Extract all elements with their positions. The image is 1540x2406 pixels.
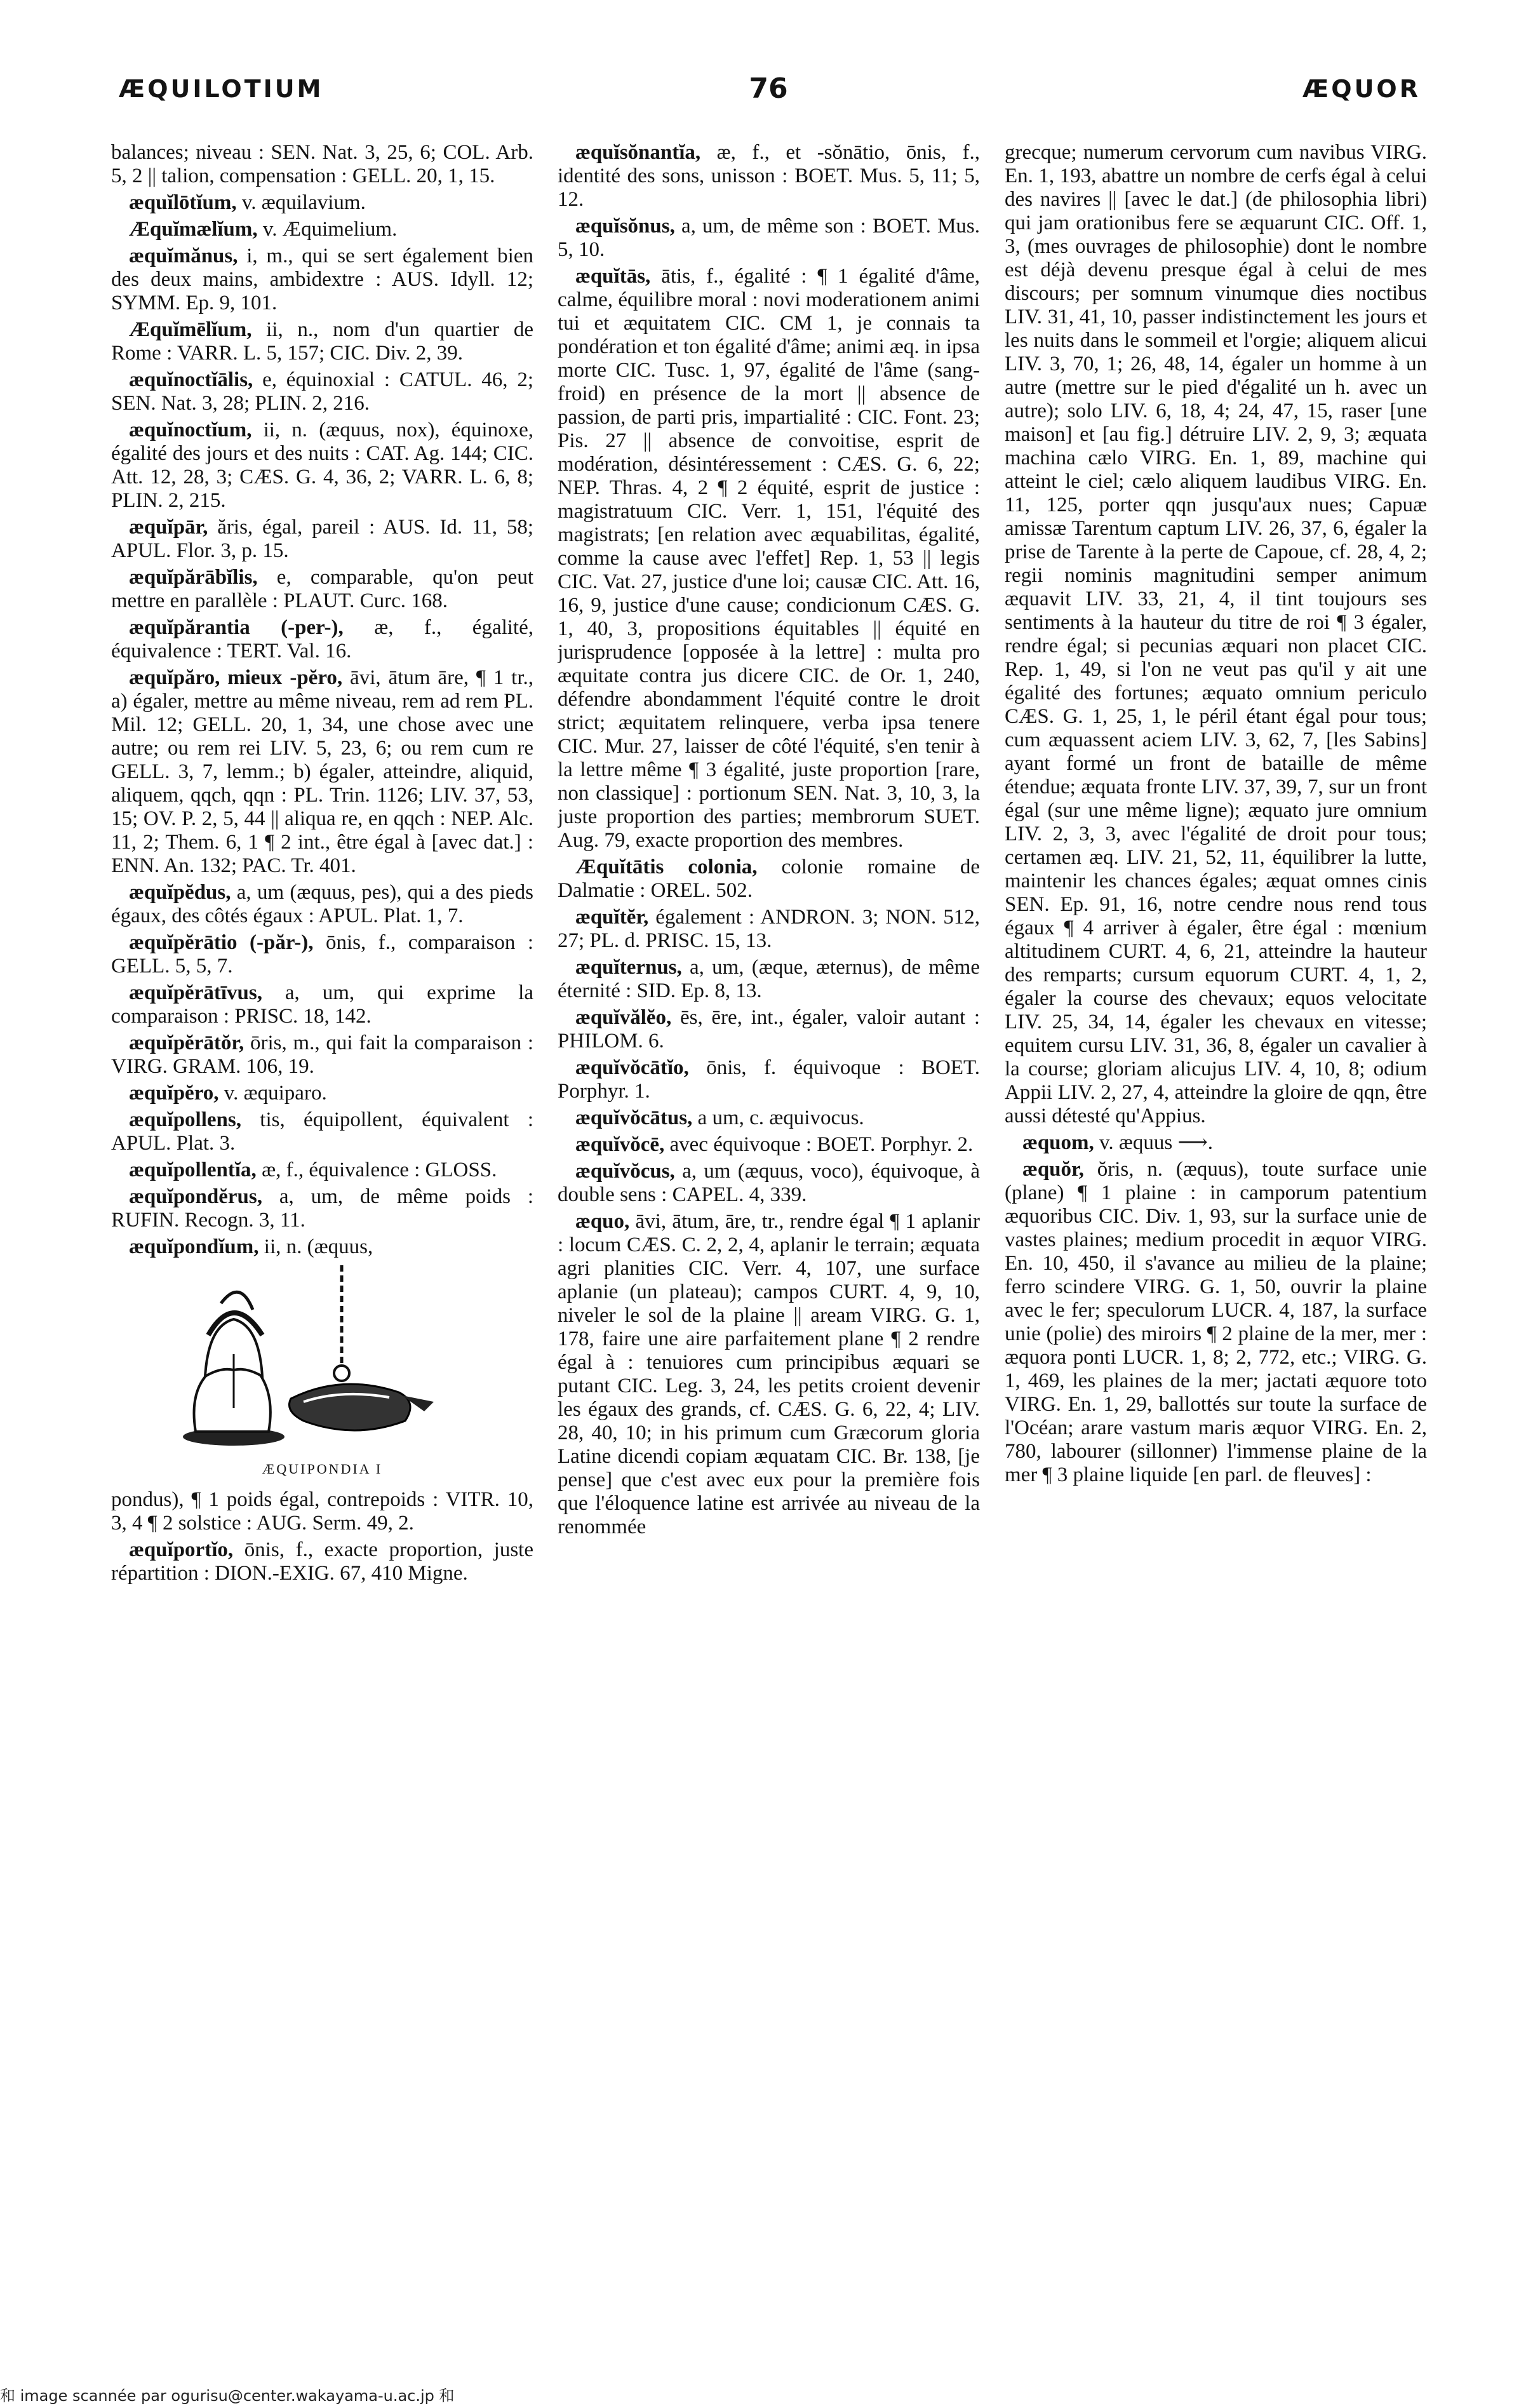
column-3 xyxy=(1005,141,1427,2339)
dictionary-entry xyxy=(558,1160,980,1207)
dictionary-entry xyxy=(558,856,980,903)
dictionary-entry xyxy=(1005,141,1427,1128)
entry-headword: æquĭpĕrātŏr, xyxy=(129,1032,244,1054)
figure-caption: ÆQUIPONDIA I xyxy=(262,1461,383,1477)
dictionary-entry xyxy=(558,1210,980,1539)
dictionary-entry xyxy=(111,1235,533,1259)
entry-headword: æquo, xyxy=(575,1210,630,1233)
dictionary-entry xyxy=(111,245,533,315)
dictionary-entry xyxy=(558,215,980,262)
scan-credit: 和 image scannée par ogurisu@center.wakayama-u.ac.jp 和 xyxy=(0,2387,455,2405)
entry-text: grecque; numerum cervorum cum navibus VIRG. En. 1, 193, abattre un nombre de cerfs égal à celui des navires || [avec le dat.] (de philosophia libri) qui jam orationibus fere se æquarunt CIC. Off. 1, 3, (mes ouvrages de philosophie) dont le nombre est déjà devenu presque égal à celui de mes discours; per somnum vinumque dies noctibus LIV. 31, 41, 10, passer indistinctement les jours et les nuits dans le sommeil et l'orgie; aliquem alicui LIV. 3, 70, 1; 26, 48, 14, égaler un homme à un autre (mettre sur le pied d'égalité un h. avec un autre); solo LIV. 6, 18, 4; 24, 47, 15, raser [une maison] et [au fig.] détruire LIV. 2, 9, 3; æquata machina cælo VIRG. En. 1, 89, machine qui atteint le ciel; cælo aliquem laudibus VIRG. En. 11, 125, porter qqn jusqu'aux nues; Capuæ amissæ Tarentum captum LIV. 26, 37, 6, égaler la prise de Tarente à la perte de Capoue, cf. 28, 4, 2; regii nominis magnitudini semper animum æquavit LIV. 33, 21, 4, il tint toujours ses sentiments à la hauteur du titre de roi ¶ 3 égaler, rendre égal; si pecunias æquari non placet CIC. Rep. 1, 49, si l'on ne veut pas qu'il y ait une égalité des fortunes; æquato omnium periculo CÆS. G. 1, 25, 1, le péril étant égal pour tous; cum æquassent aciem LIV. 3, 62, 7, [les Sabins] ayant formé un front de bataille de même étendue; æquata fronte LIV. 37, 39, 7, sur un front égal (sur une même ligne); æquato jure omnium LIV. 2, 3, 3, avec l'égalité de droit pour tous; certamen æq. LIV. 21, 52, 11, équilibrer la lutte, maintenir les chances égales; æquat omnes cinis SEN. Ep. 91, 16, notre cendre nous rend tous égaux ¶ 4 arriver à égaler, être égal : mœnium altitudinem CURT. 4, 6, 21, atteindre la hauteur des remparts; cursum equorum CURT. 4, 1, 2, égaler la course des chevaux; equos velocitate LIV. 25, 34, 14, égaler les chevaux en vitesse; equitem cursu LIV. 31, 36, 8, égaler un cavalier à la course; gloriam alicujus LIV. 4, 10, 8; odium Appii LIV. 2, 27, 4, atteindre la gloire de qqn, être aussi détesté qu'Appius. xyxy=(1005,141,1427,1127)
entry-text: v. Æquimelium. xyxy=(257,218,398,241)
dictionary-entry xyxy=(111,881,533,928)
header-first-word: ÆQUILOTIUM xyxy=(119,75,324,103)
entry-headword: æquĭpondĭum, xyxy=(129,1235,259,1258)
entry-headword: æquĭpĕrātio (-păr-), xyxy=(129,931,314,954)
entry-headword: æquĭvŏcātus, xyxy=(575,1106,693,1129)
dictionary-entry xyxy=(111,931,533,978)
running-header xyxy=(111,72,1426,126)
entry-text: ōris, m., qui fait la comparaison : VIRG. GRAM. 106, 19. xyxy=(111,1032,533,1078)
dictionary-entry xyxy=(111,368,533,415)
entry-headword: æquŏr, xyxy=(1022,1158,1084,1181)
entry-text: a um, c. æquivocus. xyxy=(692,1106,864,1129)
entry-text: ii, n., nom d'un quartier de Rome : VARR. L. 5, 157; CIC. Div. 2, 39. xyxy=(111,318,533,365)
entry-headword: æquĭtās, xyxy=(575,265,651,288)
entry-text: avec équivoque : BOET. Porphyr. 2. xyxy=(664,1133,974,1156)
entry-text: a, um (æquus, pes), qui a des pieds égaux, des côtés égaux : APUL. Plat. 1, 7. xyxy=(111,881,533,927)
column-1 xyxy=(111,141,533,2339)
entry-text: æ, f., égalité, équivalence : TERT. Val. 16. xyxy=(111,616,533,662)
entry-text: e, comparable, qu'on peut mettre en parallèle : PLAUT. Curc. 168. xyxy=(111,566,533,612)
figure-aequipondia xyxy=(111,1265,533,1481)
entry-text: æ, f., et -sŏnātio, ōnis, f., identité des sons, unisson : BOET. Mus. 5, 11; 5, 12. xyxy=(558,141,980,211)
entry-headword: æquĭpĕrātīvus, xyxy=(129,981,262,1004)
dictionary-entry xyxy=(111,419,533,513)
dictionary-entry xyxy=(111,616,533,663)
entry-headword: æquĭsŏnus, xyxy=(575,215,675,238)
entry-text: v. æquiparo. xyxy=(218,1082,327,1105)
entry-headword: æquĭvŏcus, xyxy=(575,1160,675,1183)
entry-text: ōnis, f., exacte proportion, juste répartition : DION.-EXIG. 67, 410 Migne. xyxy=(111,1538,533,1585)
entry-headword: æquĭpollentĭa, xyxy=(129,1159,257,1181)
entry-text: a, um (æquus, voco), équivoque, à double sens : CAPEL. 4, 339. xyxy=(558,1160,980,1206)
page-number: 76 xyxy=(749,72,788,105)
entry-headword: æquĭpărābĭlis, xyxy=(129,566,258,589)
entry-text: ăris, égal, pareil : AUS. Id. 11, 58; APUL. Flor. 3, p. 15. xyxy=(111,516,533,562)
entry-headword: æquĭnoctĭum, xyxy=(129,419,252,441)
dictionary-entry xyxy=(558,1056,980,1103)
entry-text: ēs, ēre, int., égaler, valoir autant : PHILOM. 6. xyxy=(558,1006,980,1052)
column-1-entries-after-figure xyxy=(111,1488,533,1585)
dictionary-entry xyxy=(111,566,533,613)
dictionary-entry xyxy=(558,1133,980,1157)
dictionary-entry xyxy=(111,516,533,563)
entry-headword: æquĭternus, xyxy=(575,956,682,979)
entry-text: a, um, de même poids : RUFIN. Recogn. 3, 11. xyxy=(111,1185,533,1232)
entry-headword: æquĭpărantia (-per-), xyxy=(129,616,344,639)
entry-headword: æquĭnoctĭālis, xyxy=(129,368,253,391)
column-2 xyxy=(558,141,980,2339)
entry-headword: æquĭportĭo, xyxy=(129,1538,234,1561)
entry-headword: Æquĭtātis colonia, xyxy=(575,856,758,878)
entry-headword: æquĭvŏcātĭo, xyxy=(575,1056,689,1079)
dictionary-entry xyxy=(111,1538,533,1585)
entry-headword: æquĭpollens, xyxy=(129,1108,241,1131)
entry-text: i, m., qui se sert également bien des deux mains, ambidextre : AUS. Idyll. 12; SYMM. Ep. 9, 101. xyxy=(111,245,533,314)
dictionary-entry xyxy=(111,1159,533,1182)
entry-headword: æquĭpăro, mieux -pĕro, xyxy=(129,666,343,689)
header-last-word: ÆQUOR xyxy=(1302,75,1421,103)
entry-headword: æquĭsŏnantĭa, xyxy=(575,141,701,164)
dictionary-entry xyxy=(558,1106,980,1130)
entry-text: a, um, de même son : BOET. Mus. 5, 10. xyxy=(558,215,980,261)
column-3-entries xyxy=(1005,141,1427,1487)
dictionary-entry xyxy=(558,956,980,1003)
entry-text: colonie romaine de Dalmatie : OREL. 502. xyxy=(558,856,980,902)
dictionary-entry xyxy=(111,1185,533,1232)
entry-text: ii, n. (æquus, xyxy=(258,1235,373,1258)
entry-text: également : ANDRON. 3; NON. 512, 27; PL. d. PRISC. 15, 13. xyxy=(558,906,980,952)
entry-text: ŏris, n. (æquus), toute surface unie (plane) ¶ 1 plaine : in camporum patentium æquoribus CIC. Div. 1, 93, sur la surface unie de vastes plaines; medium procedit in æquor VIRG. En. 10, 450, il s'avance au milieu de la plaine; ferro scindere VIRG. G. 1, 50, ouvrir la plaine avec le fer; speculorum LUCR. 4, 187, la surface unie (polie) des miroirs ¶ 2 plaine de la mer, mer : æquora ponti LUCR. 1, 8; 2, 772, etc.; VIRG. G. 1, 469, les plaines de la mer; jactati æquore toto VIRG. En. 1, 29, ballottés sur toute la surface de l'Océan; arare vastum maris æquor VIRG. En. 2, 780, labourer (sillonner) l'immense plaine de la mer ¶ 3 plaine liquide [en parl. de fleuves] : xyxy=(1005,1158,1427,1486)
aequipondium-illustration xyxy=(145,1265,500,1456)
entry-text: ōnis, f., comparaison : GELL. 5, 5, 7. xyxy=(111,931,533,978)
entry-headword: æquĭvŏcē, xyxy=(575,1133,665,1156)
entry-text: balances; niveau : SEN. Nat. 3, 25, 6; COL. Arb. 5, 2 || talion, compensation : GELL. 20, 1, 15. xyxy=(111,141,533,187)
dictionary-entry xyxy=(111,1082,533,1105)
entry-headword: Æquĭmælĭum, xyxy=(129,218,258,241)
entry-text: āvi, ātum āre, ¶ 1 tr., a) égaler, mettre au même niveau, rem ad rem PL. Mil. 12; GELL. 20, 1, 34, une chose avec une autre; ou rem rei LIV. 5, 23, 6; ou rem cum re GELL. 3, 7, lemm.; b) égaler, atteindre, aliquid, aliquem, qqch, qqn : PL. Trin. 1126; LIV. 37, 53, 15; OV. P. 2, 5, 44 || aliqua re, en qqch : NEP. Alc. 11, 2; Them. 6, 1 ¶ 2 int., être égal à [avec dat.] : ENN. An. 132; PAC. Tr. 401. xyxy=(111,666,533,877)
dictionary-entry xyxy=(558,141,980,212)
entry-headword: Æquĭmēlĭum, xyxy=(129,318,252,341)
entry-text: a, um, (æque, æternus), de même éternité : SID. Ep. 8, 13. xyxy=(558,956,980,1002)
entry-headword: æquĭtĕr, xyxy=(575,906,649,929)
entry-headword: æquĭpondĕrus, xyxy=(129,1185,263,1208)
column-2-entries xyxy=(558,141,980,1539)
dictionary-entry xyxy=(111,1108,533,1155)
entry-headword: æquĭpār, xyxy=(129,516,208,539)
dictionary-entry xyxy=(111,218,533,241)
dictionary-entry xyxy=(111,318,533,365)
entry-text: pondus), ¶ 1 poids égal, contrepoids : VITR. 10, 3, 4 ¶ 2 solstice : AUG. Serm. 49, 2. xyxy=(111,1488,533,1535)
dictionary-entry xyxy=(558,265,980,852)
entry-headword: æquĭpĕdus, xyxy=(129,881,231,904)
dictionary-entry xyxy=(111,666,533,878)
dictionary-entry xyxy=(1005,1131,1427,1155)
entry-text: v. æquilavium. xyxy=(236,191,366,214)
entry-headword: æquĭpĕro, xyxy=(129,1082,219,1105)
dictionary-entry xyxy=(558,906,980,953)
entry-text: āvi, ātum, āre, tr., rendre égal ¶ 1 aplanir : locum CÆS. C. 2, 2, 4, aplanir le terrain; æquata agri planities CIC. Verr. 4, 107, une surface aplanie (un plateau); campos CURT. 4, 9, 10, niveler le sol de la plaine || aream VIRG. G. 1, 178, faire une aire parfaitement plane ¶ 2 rendre égal à : tenuiores cum principibus æquari se putant CIC. Leg. 3, 24, les petits croient devenir les égaux des grands, cf. CÆS. G. 6, 22, 4; LIV. 28, 40, 10; in his primum cum Græcorum gloria Latine dicendi copiam æquatam CIC. Br. 138, [je pense] que c'est avec eux pour la première fois que l'éloquence latine est arrivée au niveau de la renommée xyxy=(558,1210,980,1538)
column-1-entries xyxy=(111,141,533,1259)
dictionary-entry xyxy=(111,1488,533,1535)
dictionary-entry xyxy=(111,141,533,188)
entry-headword: æquom, xyxy=(1022,1131,1094,1154)
entry-text: ātis, f., égalité : ¶ 1 égalité d'âme, calme, équilibre moral : novi moderationem animi tui et æquitatem CIC. CM 1, je connais ta pondération et ton égalité d'âme; animi æq. in ipsa morte CIC. Tusc. 1, 97, égalité de l'âme (sang-froid) en présence de la mort || absence de passion, de parti pris, impartialité : CIC. Font. 23; Pis. 27 || absence de convoitise, esprit de modération, désintéressement : CÆS. G. 6, 22; NEP. Thras. 4, 2 ¶ 2 équité, esprit de justice : magistratuum CIC. Verr. 1, 151, l'équité des magistrats; [en relation avec æquabilitas, égalité, comme la cause avec l'effet] Rep. 1, 53 || legis CIC. Vat. 27, justice d'une loi; causæ CIC. Att. 16, 16, 9, justice d'une cause; condicionum CÆS. G. 1, 40, 3, propositions équitables || équité en jurisprudence [opposée à la lettre] : multa pro æquitate contra jus dicere CIC. de Or. 1, 240, défendre abondamment l'équité contre le droit strict; æquitatem relinquere, verba ipsa tenere CIC. Mur. 27, laisser de côté l'équité, s'en tenir à la lettre même ¶ 3 égalité, juste proportion [rare, non classique] : portionum SEN. Nat. 3, 10, 3, la juste proportion des parties; membrorum SUET. Aug. 79, exacte proportion des membres. xyxy=(558,265,980,852)
entry-text: e, équinoxial : CATUL. 46, 2; SEN. Nat. 3, 28; PLIN. 2, 216. xyxy=(111,368,533,415)
dictionary-entry xyxy=(111,191,533,215)
dictionary-entry xyxy=(558,1006,980,1053)
entry-headword: æquĭmănus, xyxy=(129,245,238,267)
dictionary-entry xyxy=(111,981,533,1028)
entry-text: tis, équipollent, équivalent : APUL. Plat. 3. xyxy=(111,1108,533,1155)
entry-text: ii, n. (æquus, nox), équinoxe, égalité des jours et des nuits : CAT. Ag. 144; CIC. Att. 12, 28, 3; CÆS. G. 4, 36, 2; VARR. L. 6, 8; PLIN. 2, 215. xyxy=(111,419,533,512)
dictionary-entry xyxy=(1005,1158,1427,1487)
dictionary-entry xyxy=(111,1032,533,1079)
entry-headword: æquĭvălĕo, xyxy=(575,1006,672,1029)
entry-headword: æquĭlōtĭum, xyxy=(129,191,237,214)
entry-text: ōnis, f. équivoque : BOET. Porphyr. 1. xyxy=(558,1056,980,1103)
entry-text: æ, f., équivalence : GLOSS. xyxy=(256,1159,497,1181)
entry-text: a, um, qui exprime la comparaison : PRISC. 18, 142. xyxy=(111,981,533,1028)
entry-text: v. æquus ⟶. xyxy=(1094,1131,1214,1154)
